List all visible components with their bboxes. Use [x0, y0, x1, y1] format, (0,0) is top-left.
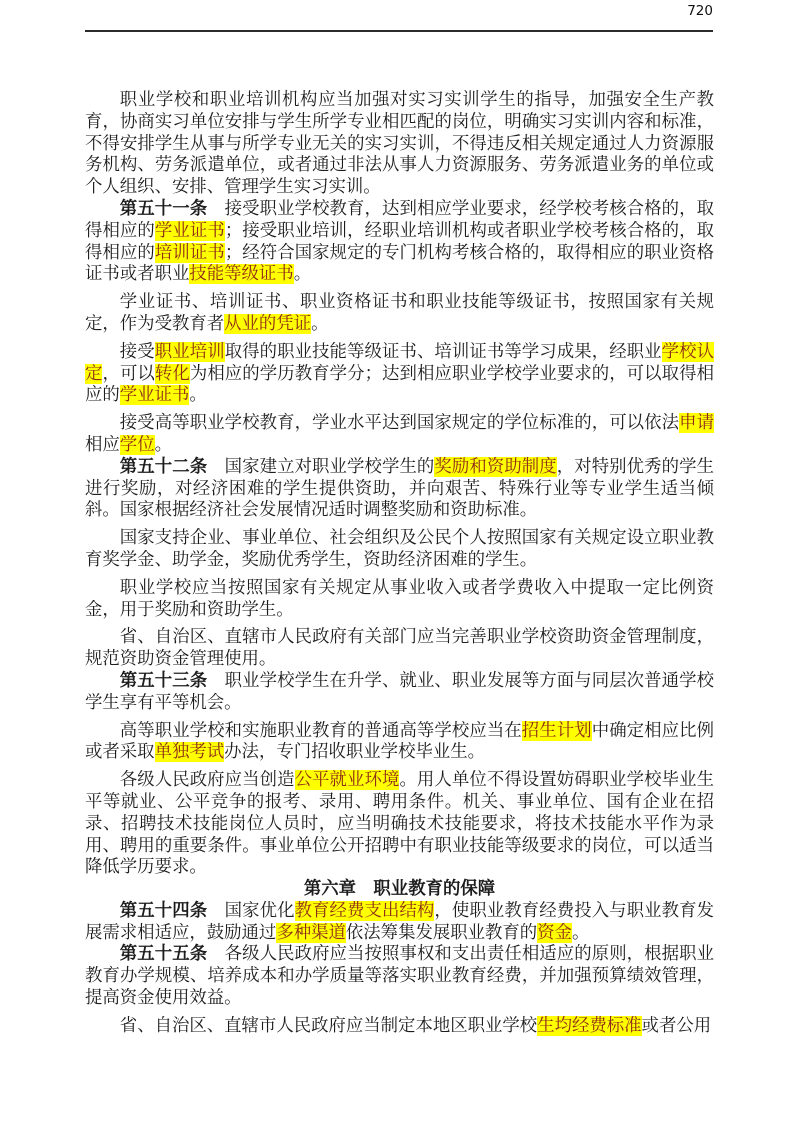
text-run: 职业学校和职业培训机构应当加强对实习实训学生的指导，加强安全生产教育，协商实习单位安排与学生所学专业相匹配的岗位，明确实习实训内容和标准，不得安排学生从事与所学专业无关的实习实训，不得违反相关规定通过人力资源服务机构、劳务派遣单位，或者通过非法从事人力资源服务、劳务派遣业务的单位或个人组织、安排、管理学生实习实训。	[85, 90, 714, 198]
text-run: 省、自治区、直辖市人民政府应当制定本地区职业学校	[119, 1015, 538, 1036]
text-run: 国家优化	[207, 900, 295, 921]
highlighted-term: 转化	[154, 363, 190, 384]
text-run: 或者公用	[641, 1015, 712, 1036]
highlighted-term: 生均经费标准	[537, 1015, 642, 1036]
highlighted-term: 技能等级证书	[189, 264, 294, 285]
text-run: 接受高等职业学校教育，学业水平达到国家规定的学位标准的，可以依法	[119, 413, 680, 434]
text-run: 接受职业学校教育，达到相应学业要求，经学校考核合格的，取得相应的	[85, 198, 714, 241]
text-run: 各级人民政府应当按照事权和支出责任相适应的原则，根据职业教育办学规模、培养成本和办学质量等落实职业教育经费，并加强预算绩效管理，提高资金使用效益。	[85, 944, 714, 1009]
paragraph	[85, 671, 714, 715]
highlighted-term: 资金	[537, 922, 572, 943]
highlighted-term: 教育经费支出结构	[294, 900, 435, 921]
text-run: 中确定相应比例或者采取	[85, 720, 714, 763]
paragraph	[85, 578, 714, 622]
text-run: 职业学校应当按照国家有关规定从事业收入或者学费收入中提取一定比例资金，用于奖励和资助学生。	[85, 577, 714, 620]
text-run: 学业证书、培训证书、职业资格证书和职业技能等级证书，按照国家有关规定，作为受教育者	[85, 292, 714, 334]
text-run: 。	[189, 385, 207, 406]
paragraph	[85, 770, 714, 879]
highlighted-term: 单独考试	[154, 742, 225, 763]
highlighted-term: 学业证书	[119, 385, 190, 406]
paragraph	[85, 292, 714, 336]
article-number: 第五十二条	[119, 456, 208, 477]
highlighted-term: 职业培训	[154, 341, 225, 362]
paragraph	[85, 90, 714, 199]
page-header	[85, 3, 713, 19]
text-run: 职业学校学生在升学、就业、职业发展等方面与同层次普通学校学生享有平等机会。	[85, 670, 714, 713]
text-run: ，使职业教育经费投入与职业教育发展需求相适应，鼓励通过	[85, 900, 714, 943]
paragraph	[85, 1016, 714, 1038]
highlighted-term: 培训证书	[154, 242, 225, 263]
paragraph	[85, 528, 714, 572]
highlighted-term: 奖励和资助制度	[434, 456, 557, 477]
header-rule	[85, 30, 713, 32]
paragraph	[85, 342, 714, 407]
page-number: 720	[687, 3, 713, 19]
article-number: 第五十四条	[119, 900, 208, 921]
text-run: ，可以	[102, 363, 155, 384]
text-run: 。	[154, 434, 172, 455]
text-run: ；接受职业培训，经职业培训机构或者职业学校考核合格的，取得相应的	[85, 220, 714, 263]
text-run: ；经符合国家规定的专门机构考核合格的，取得相应的职业资格证书或者职业	[85, 242, 714, 285]
article-number: 第五十一条	[119, 198, 208, 219]
text-run: 各级人民政府应当创造	[119, 770, 295, 791]
highlighted-term: 招生计划	[521, 720, 592, 741]
paragraph	[85, 901, 714, 945]
highlighted-term: 学位	[119, 434, 155, 455]
text-run: 。	[572, 922, 590, 943]
text-run: 为相应的学历教育学分；达到相应职业学校学业要求的，可以取得相应的	[85, 363, 714, 406]
highlighted-term: 公平就业环境	[294, 770, 400, 791]
text-run: 高等职业学校和实施职业教育的普通高等学校应当在	[119, 720, 522, 741]
article-number: 第五十三条	[119, 670, 208, 691]
text-run: 接受	[119, 341, 155, 362]
highlighted-term: 学校认定	[85, 341, 714, 384]
text-run: 。用人单位不得设置妨碍职业学校毕业生平等就业、公平竞争的报考、录用、聘用条件。机关、事业单位、国有企业在招录、招聘技术技能岗位人员时，应当明确技术技能要求，将技术技能水平作为录用、聘用的重要条件。事业单位公开招聘中有职业技能等级要求的岗位，可以适当降低学历要求。	[85, 770, 714, 878]
paragraph	[85, 627, 714, 671]
text-run: 省、自治区、直辖市人民政府有关部门应当完善职业学校资助资金管理制度，规范资助资金管理使用。	[85, 627, 714, 670]
paragraph	[85, 199, 714, 286]
paragraph	[85, 944, 714, 1009]
text-run: 国家支持企业、事业单位、社会组织及公民个人按照国家有关规定设立职业教育奖学金、助学金，奖励优秀学生，资助经济困难的学生。	[85, 528, 714, 570]
text-run: 依法筹集发展职业教育的	[345, 922, 538, 943]
paragraph	[85, 721, 714, 765]
text-run: 国家建立对职业学校学生的	[207, 456, 435, 477]
chapter-heading	[85, 879, 714, 901]
highlighted-term: 从业的凭证	[224, 313, 312, 334]
text-run: 。	[311, 313, 329, 334]
text-run: 相应	[85, 434, 120, 455]
paragraph	[85, 457, 714, 522]
text-run: 办法，专门招收职业学校毕业生。	[224, 742, 486, 763]
article-number: 第五十五条	[119, 944, 208, 965]
highlighted-term: 申请	[679, 413, 714, 434]
text-run: ，对特别优秀的学生进行奖励，对经济困难的学生提供资助，并向艰苦、特殊行业等专业学生适当倾斜。国家根据经济社会发展情况适时调整奖励和资助标准。	[85, 456, 714, 521]
paragraph	[85, 413, 714, 457]
document-body	[85, 90, 714, 1038]
highlighted-term: 多种渠道	[276, 922, 346, 943]
text-run: 取得的职业技能等级证书、培训证书等学习成果，经职业	[224, 341, 662, 362]
text-run: 。	[293, 264, 312, 285]
highlighted-term: 学业证书	[154, 220, 225, 241]
article-number: 第六章 职业教育的保障	[303, 879, 496, 900]
